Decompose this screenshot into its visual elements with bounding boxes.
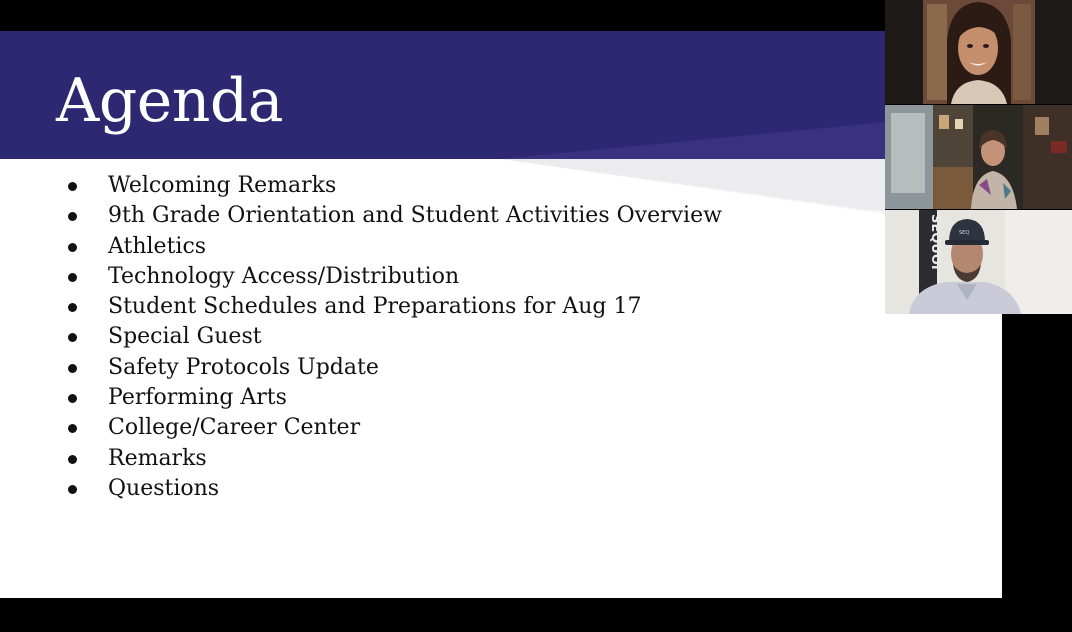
participant-video-tile-3[interactable] [885,210,1072,314]
bullet-icon [68,273,77,282]
slide-title: Agenda [56,66,284,136]
bullet-icon [68,243,77,252]
bullet-icon [68,485,77,494]
shared-slide: Agenda Welcoming Remarks 9th Grade Orientation and Student Activities Overview Athletics Technology Access/Distribution Student Schedules and Preparations for Aug 17 Special Guest Safety Protocols Update Performing Arts College/Career Center Remarks Questions [0,31,1002,598]
participant-3-video [885,210,1072,314]
bullet-icon [68,455,77,464]
banner-text: SEQUOI [928,214,943,270]
bullet-icon [68,182,77,191]
participant-1-video [885,0,1072,104]
bullet-icon [68,394,77,403]
svg-text:SEQ: SEQ [959,230,970,236]
participant-2-video [885,105,1072,209]
participant-video-tile-2[interactable] [885,105,1072,209]
bullet-icon [68,364,77,373]
bullet-icon [68,333,77,342]
participant-video-tile-1[interactable] [885,0,1072,104]
bullet-icon [68,424,77,433]
participant-video-panel [885,0,1072,314]
bullet-icon [68,303,77,312]
